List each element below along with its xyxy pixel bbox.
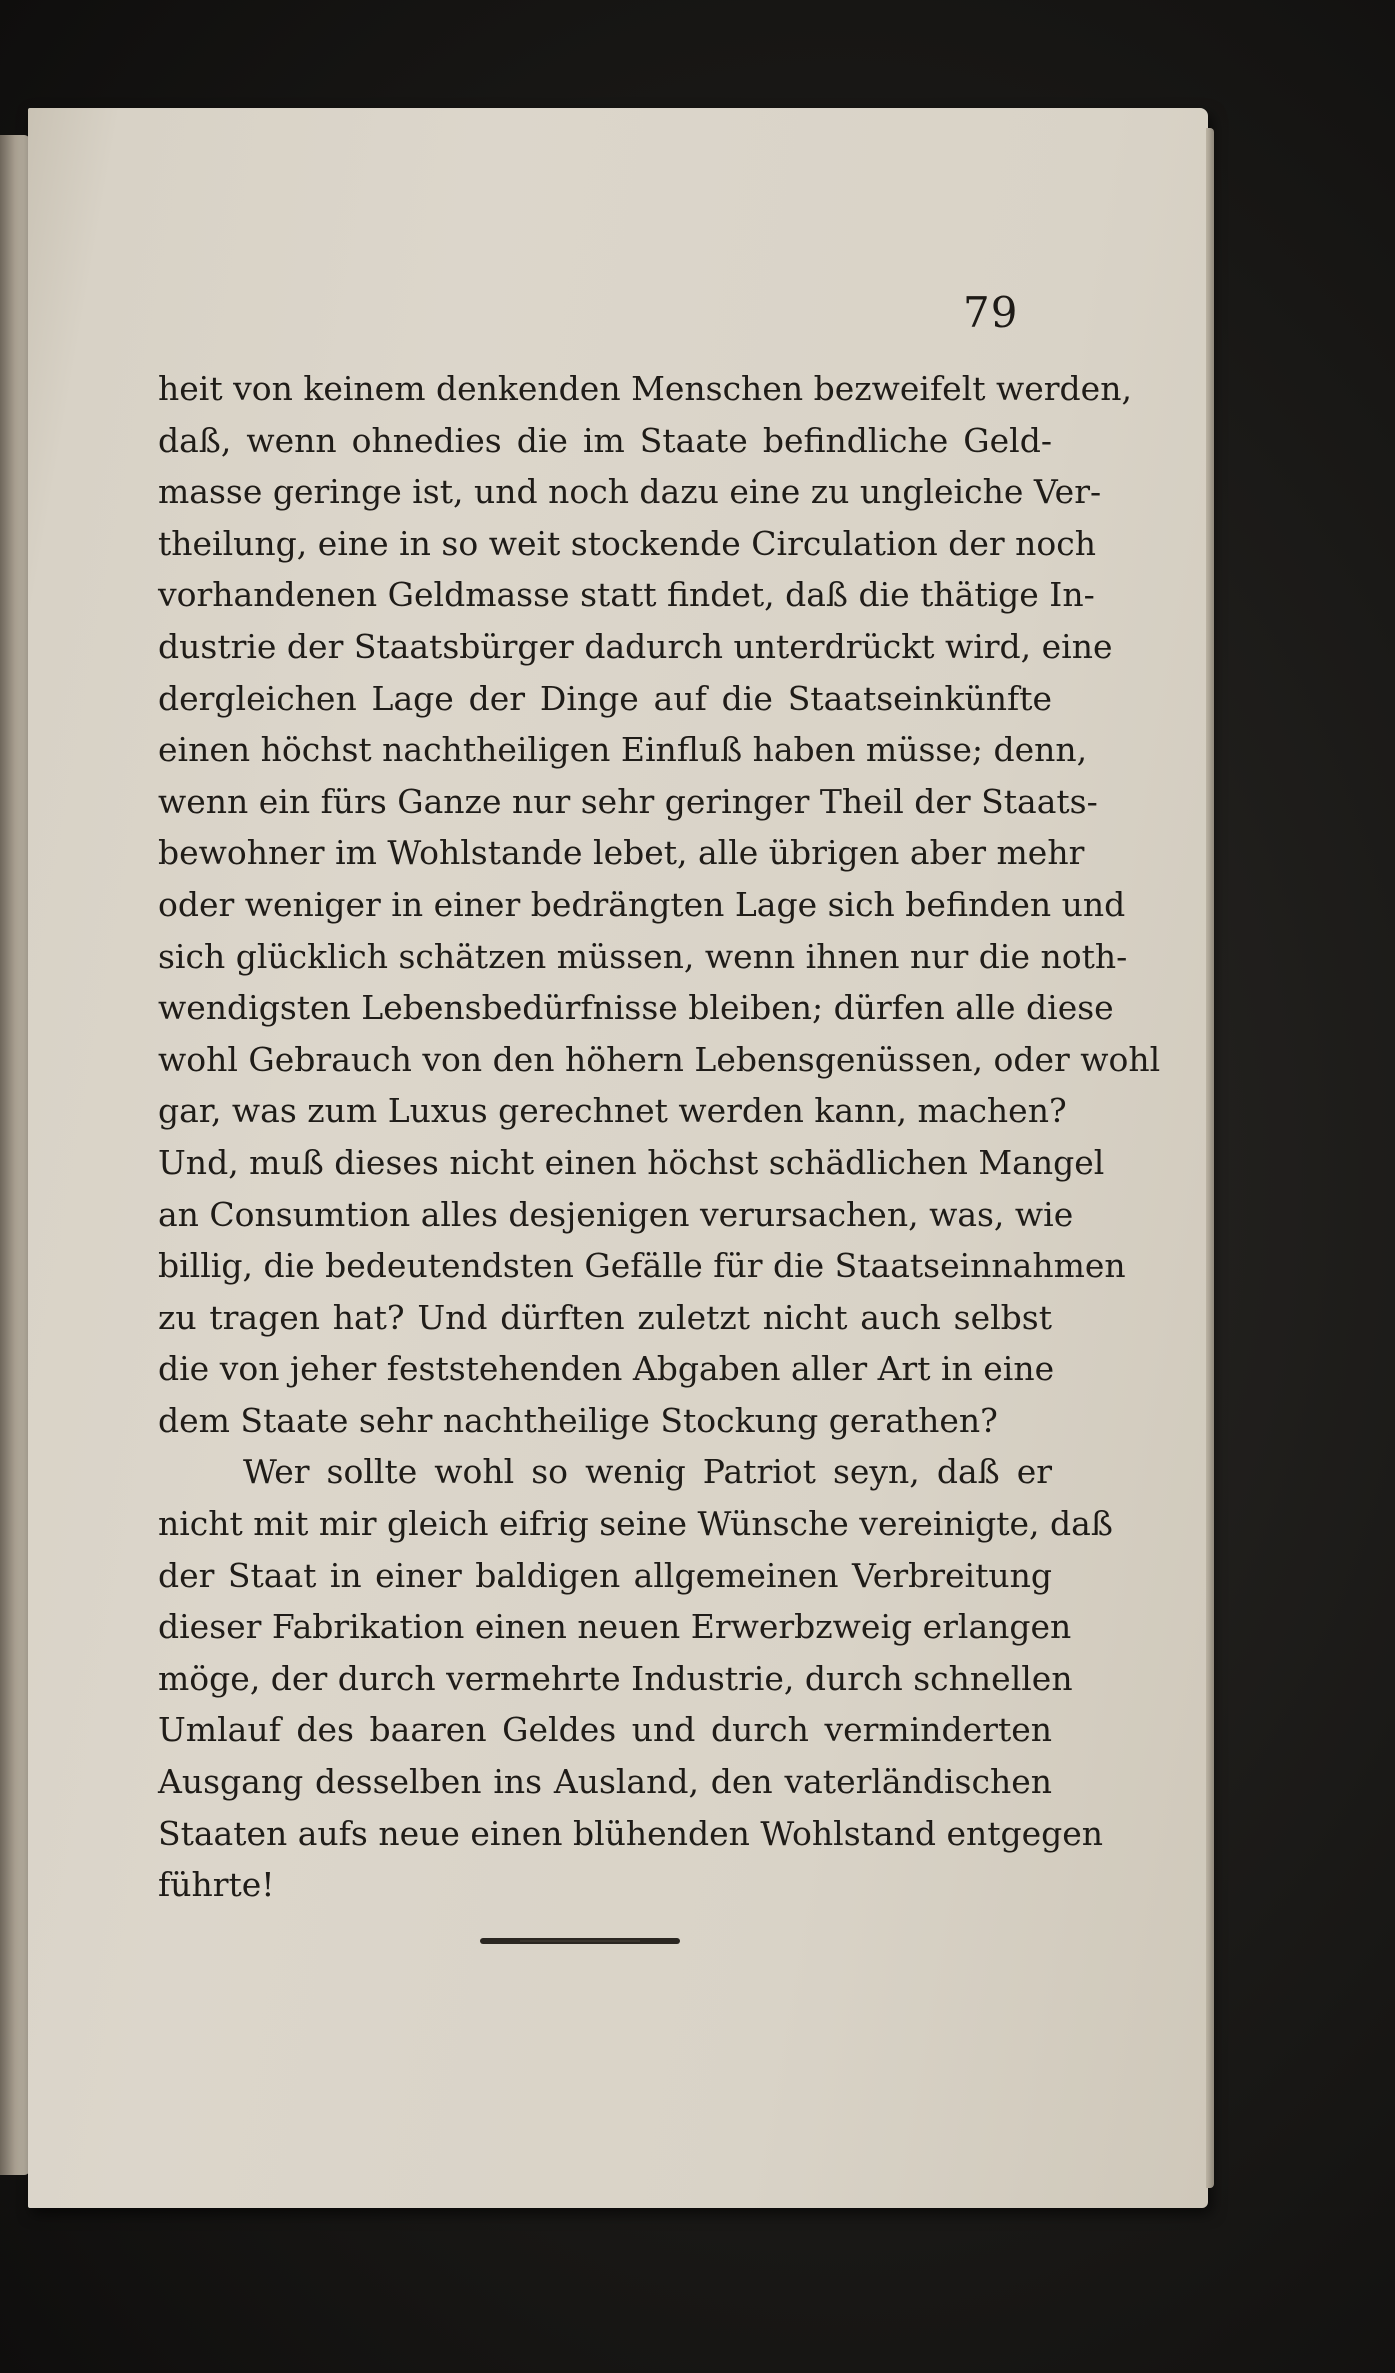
text-line: sich glücklich schätzen müssen, wenn ihnen nur die noth- [158,936,1128,976]
text-line: vorhandenen Geldmasse statt findet, daß die thätige In- [158,575,1095,615]
book-page [28,108,1208,2208]
text-line: Wer sollte wohl so wenig Patriot seyn, daß er [243,1452,1052,1492]
text-line: an Consumtion alles desjenigen verursachen, was, wie [158,1194,1074,1234]
text-line: führte! [158,1865,275,1905]
text-line: nicht mit mir gleich eifrig seine Wünsche vereinigte, daß [158,1504,1113,1544]
text-line: masse geringe ist, und noch dazu eine zu ungleiche Ver- [158,472,1102,512]
text-line: einen höchst nachtheiligen Einfluß haben müsse; denn, [158,730,1088,770]
page-edge [1206,128,1214,2188]
text-line: Ausgang desselben ins Ausland, den vaterländischen [158,1762,1052,1802]
text-line: wendigsten Lebensbedürfnisse bleiben; dürfen alle diese [158,988,1114,1028]
text-line: dem Staate sehr nachtheilige Stockung gerathen? [158,1400,998,1440]
text-line: dieser Fabrikation einen neuen Erwerbzweig erlangen [158,1607,1072,1647]
text-line: Umlauf des baaren Geldes und durch verminderten [158,1710,1052,1750]
text-line: dergleichen Lage der Dinge auf die Staatseinkünfte [158,678,1052,718]
text-line: zu tragen hat? Und dürften zuletzt nicht auch selbst [158,1297,1052,1337]
text-line: die von jeher feststehenden Abgaben aller Art in eine [158,1349,1055,1389]
text-line: Staaten aufs neue einen blühenden Wohlstand entgegen [158,1813,1104,1853]
text-line: billig, die bedeutendsten Gefälle für die Staatseinnahmen [158,1246,1126,1286]
text-line: bewohner im Wohlstande lebet, alle übrigen aber mehr [158,833,1085,873]
text-line: oder weniger in einer bedrängten Lage sich befinden und [158,884,1126,924]
text-line: wenn ein fürs Ganze nur sehr geringer Theil der Staats- [158,781,1098,821]
section-divider [480,1938,680,1944]
page-number: 79 [963,288,1019,337]
text-line: daß, wenn ohnedies die im Staate befindliche Geld- [158,420,1052,460]
text-line: wohl Gebrauch von den höhern Lebensgenüssen, oder wohl [158,1039,1161,1079]
text-line: heit von keinem denkenden Menschen bezweifelt werden, [158,369,1132,408]
text-line: der Staat in einer baldigen allgemeinen Verbreitung [158,1555,1052,1595]
body-text [158,363,1161,1911]
text-line: gar, was zum Luxus gerechnet werden kann, machen? [158,1091,1067,1131]
text-line: theilung, eine in so weit stockende Circulation der noch [158,523,1097,563]
left-page-edge [0,135,30,2175]
text-line: möge, der durch vermehrte Industrie, durch schnellen [158,1658,1073,1698]
text-line: Und, muß dieses nicht einen höchst schädlichen Mangel [158,1142,1105,1182]
text-line: dustrie der Staatsbürger dadurch unterdrückt wird, eine [158,626,1113,666]
